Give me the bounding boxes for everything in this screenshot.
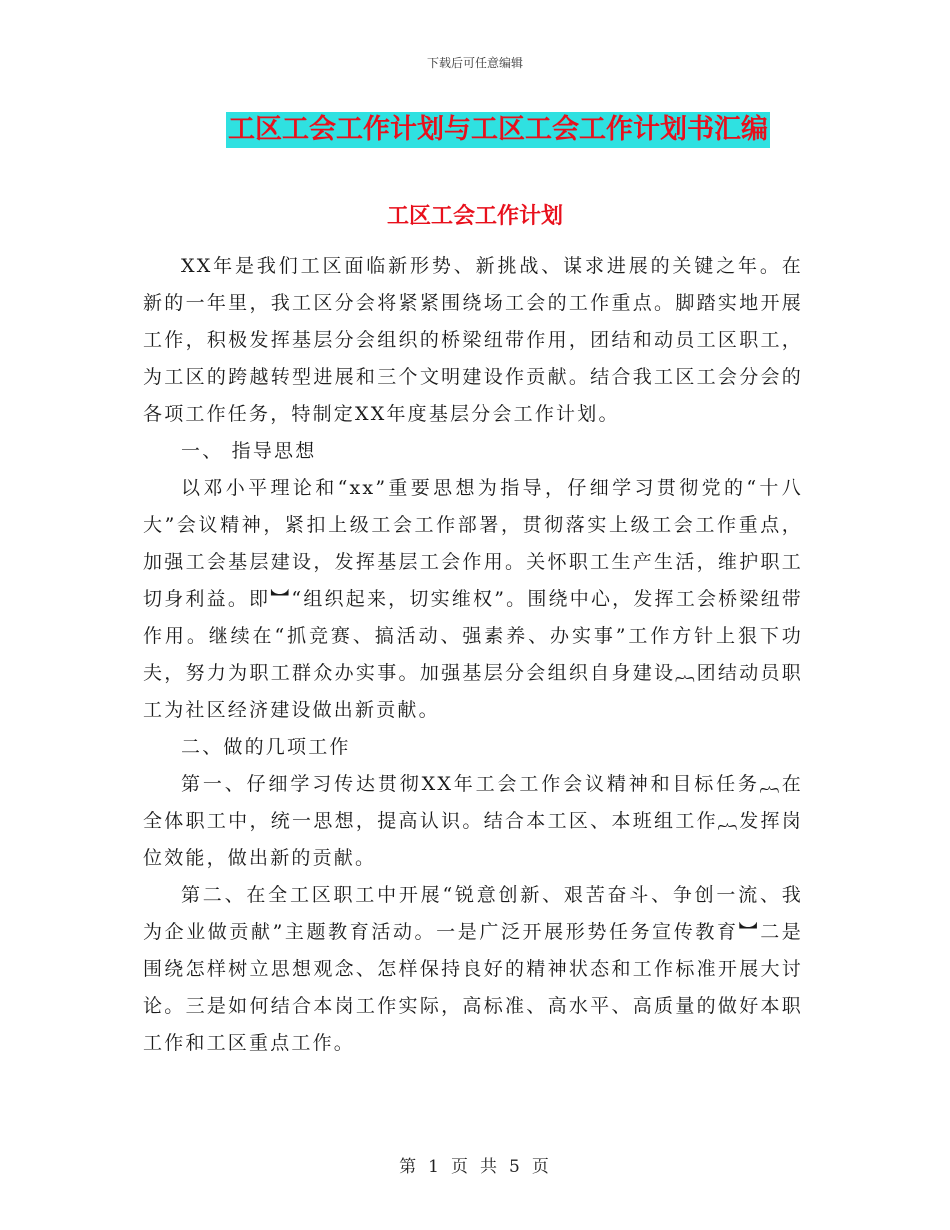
footer-total-pages: 5	[509, 1157, 522, 1177]
heading-work-items: 二、做的几项工作	[181, 736, 351, 758]
footer-page-label: 页	[451, 1157, 470, 1177]
header-note: 下载后可任意编辑	[426, 56, 523, 70]
footer-page-number: 1	[428, 1157, 441, 1177]
paragraph-item-second: 第二、在全工区职工中开展“锐意创新、艰苦奋斗、争创一流、我为企业做贡献”主题教育活动。一是广泛开展形势任务宣传教育︼二是围绕怎样树立思想观念、怎样保持良好的精神状态和工作标准开展大讨论。三是如何结合本岗工作实际，高标准、高水平、高质量的做好本职工作和工区重点工作。	[143, 884, 803, 1054]
paragraph-guiding-thought: 以邓小平理论和“xx”重要思想为指导，仔细学习贯彻党的“十八大”会议精神，紧扣上级工会工作部署，贯彻落实上级工会工作重点，加强工会基层建设，发挥基层工会作用。关怀职工生产生活，维护职工切身利益。即︼“组织起来，切实维权”。围绕中心，发挥工会桥梁纽带作用。继续在“抓竞赛、搞活动、强素养、办实事”工作方针上狠下功夫，努力为职工群众办实事。加强基层分会组织自身建设︷团结动员职工为社区经济建设做出新贡献。	[143, 477, 803, 721]
section-title: 工区工会工作计划	[386, 204, 563, 229]
footer-total-label: 共	[480, 1157, 499, 1177]
document-title-wrap	[0, 112, 950, 148]
heading-guiding-thought: 一、 指导思想	[181, 440, 317, 462]
document-body	[143, 248, 803, 1062]
paragraph-intro: XX年是我们工区面临新形势、新挑战、谋求进展的关键之年。在新的一年里，我工区分会将紧紧围绕场工会的工作重点。脚踏实地开展工作，积极发挥基层分会组织的桥梁纽带作用，团结和动员工区职工，为工区的跨越转型进展和三个文明建设作贡献。结合我工区工会分会的各项工作任务，特制定XX年度基层分会工作计划。	[143, 255, 803, 425]
footer-suffix: 页	[531, 1157, 551, 1177]
page-footer	[0, 1152, 950, 1177]
document-title: 工区工会工作计划与工区工会工作计划书汇编	[226, 112, 770, 148]
footer-prefix: 第	[399, 1157, 419, 1177]
paragraph-item-first: 第一、仔细学习传达贯彻XX年工会工作会议精神和目标任务︷在全体职工中，统一思想，提高认识。结合本工区、本班组工作︷发挥岗位效能，做出新的贡献。	[143, 773, 803, 869]
